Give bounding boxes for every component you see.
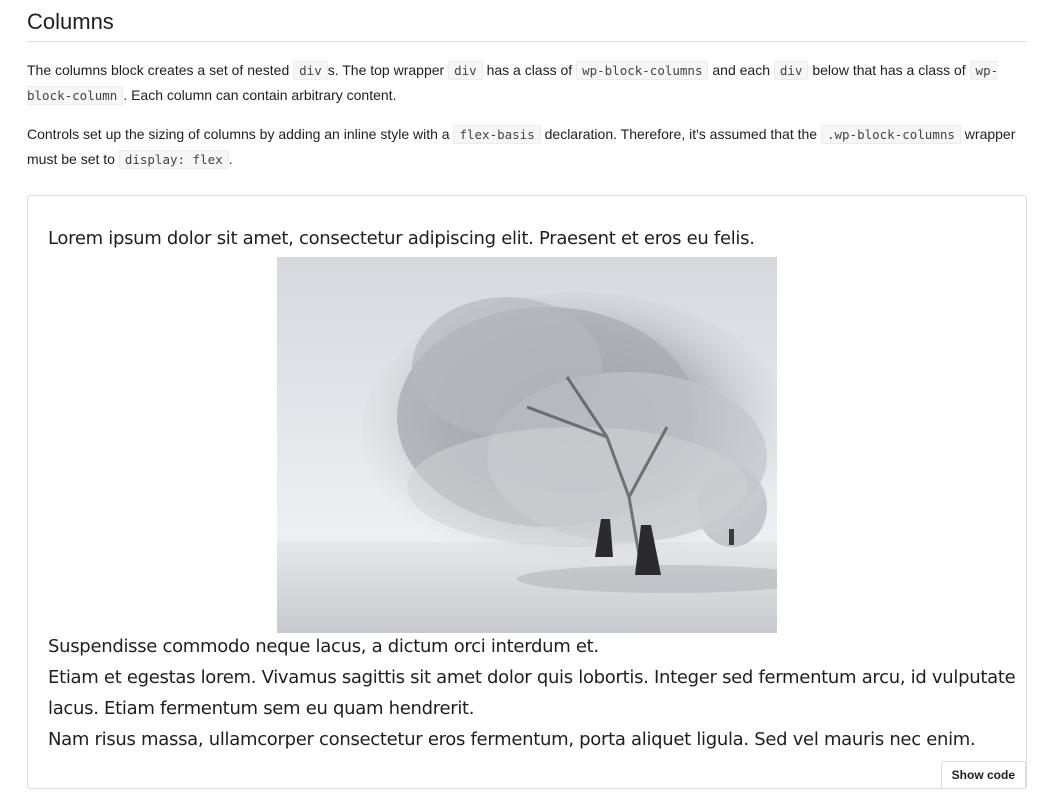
preview-paragraph: lacus. Etiam fermentum sem eu quam hendrerit. [48,698,475,719]
intro-paragraph-1 [27,58,1027,108]
intro-text: and each [712,62,770,78]
intro-text: wrapper must be set to [27,126,1016,167]
intro-text: declaration. Therefore, it's assumed that the [544,126,818,142]
inline-code: div [448,61,483,80]
intro-text: Controls set up the sizing of columns by adding an inline style with a [27,126,450,142]
title-divider [27,41,1027,42]
inline-code: div [774,61,809,80]
intro-text: . Each column can contain arbitrary content. [123,87,397,103]
intro-text: The columns block creates a set of nested [27,62,290,78]
block-preview [27,195,1027,789]
inline-code: wp-block-columns [576,61,708,80]
preview-paragraph: Nam risus massa, ullamcorper consectetur eros fermentum, porta aliquet ligula. Sed vel mauris nec enim. [48,729,976,750]
section-title: Columns [27,9,114,34]
intro-text: . [228,151,233,167]
inline-code: div [293,61,328,80]
preview-paragraph: Suspendisse commodo neque lacus, a dictum orci interdum et. [48,636,599,657]
inline-code: wp-block-column [27,63,999,103]
show-code-button[interactable]: Show code [941,761,1026,789]
intro-paragraph-2 [27,122,1027,172]
intro-text: below that has a class of [812,62,966,78]
preview-paragraph: Etiam et egestas lorem. Vivamus sagittis sit amet dolor quis lobortis. Integer sed fermentum arcu, id vulputate [48,667,1016,688]
inline-code: .wp-block-columns [821,125,961,144]
preview-lead-text: Lorem ipsum dolor sit amet, consectetur adipiscing elit. Praesent et eros eu felis. [48,228,755,249]
snow-tree-image [277,257,777,633]
intro-text: s. The top wrapper [327,62,445,78]
snow-tree-icon [277,257,777,633]
intro-text: has a class of [486,62,573,78]
inline-code: display: flex [119,150,229,169]
inline-code: flex-basis [453,125,540,144]
